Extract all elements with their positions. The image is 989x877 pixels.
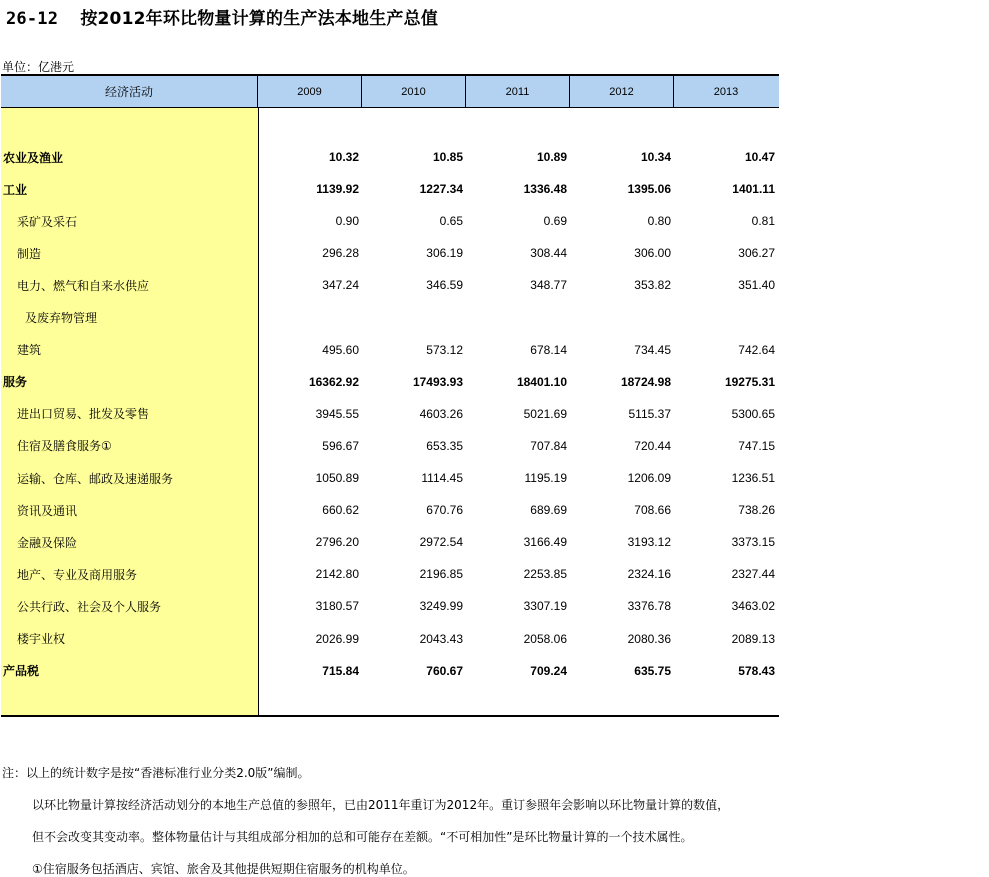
cell-2011: 1195.19 xyxy=(524,471,567,485)
cell-2013: 306.27 xyxy=(738,246,775,261)
table-row xyxy=(1,404,779,424)
row-label: 产品税 xyxy=(3,664,40,679)
cell-2013: 19275.31 xyxy=(724,374,775,389)
cell-2012: 10.34 xyxy=(640,150,671,164)
cell-2013: 747.15 xyxy=(738,438,775,453)
cell-2012: 2080.36 xyxy=(627,631,671,646)
cell-2009: 347.24 xyxy=(322,278,359,293)
table-row xyxy=(1,179,779,199)
cell-2013: 2327.44 xyxy=(731,567,775,582)
cell-2010: 17493.93 xyxy=(412,374,463,389)
cell-2013: 10.47 xyxy=(744,150,775,164)
cell-2011: 0.69 xyxy=(543,214,567,229)
data-table xyxy=(1,74,779,717)
cell-2009: 1050.89 xyxy=(315,471,359,485)
cell-2010: 2196.85 xyxy=(419,567,463,582)
cell-2013: 5300.65 xyxy=(731,406,775,421)
table-row xyxy=(1,372,779,392)
cell-2012: 18724.98 xyxy=(620,374,671,389)
table-row xyxy=(1,629,779,649)
header-year: 2012 xyxy=(570,76,674,107)
cell-2009: 715.84 xyxy=(322,663,359,678)
cell-2009: 0.90 xyxy=(335,214,359,229)
cell-2010: 10.85 xyxy=(432,150,463,164)
cell-2009: 3180.57 xyxy=(315,599,359,614)
cell-2012: 0.80 xyxy=(647,214,671,229)
cell-2012: 635.75 xyxy=(634,663,671,678)
cell-2011: 709.24 xyxy=(530,663,567,678)
table-row xyxy=(1,147,779,167)
row-label: 建筑 xyxy=(17,343,42,358)
table-code: 26-12 xyxy=(6,9,59,29)
table-row xyxy=(1,275,779,295)
header-activity: 经济活动 xyxy=(1,76,258,107)
cell-2010: 760.67 xyxy=(426,663,463,678)
cell-2011: 2253.85 xyxy=(523,567,567,582)
table-row xyxy=(1,532,779,552)
cell-2010: 0.65 xyxy=(439,214,463,229)
table-row xyxy=(1,661,779,681)
cell-2010: 2043.43 xyxy=(419,631,463,646)
table-bottom-border xyxy=(1,715,779,717)
page-title xyxy=(6,4,438,29)
cell-2010: 573.12 xyxy=(426,342,463,357)
cell-2013: 738.26 xyxy=(738,503,775,518)
cell-2011: 689.69 xyxy=(530,503,567,518)
note-line: ①住宿服务包括酒店、宾馆、旅舍及其他提供短期住宿服务的机构单位。 xyxy=(32,862,415,876)
cell-2009: 2142.80 xyxy=(315,567,359,582)
cell-2010: 4603.26 xyxy=(419,406,463,421)
header-year: 2013 xyxy=(713,85,739,98)
row-label: 工业 xyxy=(3,182,28,197)
note-line: 以环比物量计算按经济活动划分的本地生产总值的参照年，已由2011年重订为2012年。重订参照年会影响以环比物量计算的数值， xyxy=(32,798,730,812)
cell-2011: 1336.48 xyxy=(523,182,567,197)
table-row xyxy=(1,500,779,520)
cell-2010: 653.35 xyxy=(426,438,463,453)
row-label: 金融及保险 xyxy=(17,535,78,550)
cell-2009: 296.28 xyxy=(322,246,359,261)
cell-2010: 2972.54 xyxy=(419,535,463,550)
cell-2009: 1139.92 xyxy=(316,182,359,197)
cell-2009: 596.67 xyxy=(322,438,359,453)
cell-2009: 2026.99 xyxy=(315,631,359,646)
cell-2011: 678.14 xyxy=(530,342,567,357)
cell-2013: 2089.13 xyxy=(731,631,775,646)
cell-2010: 1114.45 xyxy=(421,471,463,485)
row-label: 地产、专业及商用服务 xyxy=(17,567,138,582)
cell-2013: 578.43 xyxy=(738,663,775,678)
table-row xyxy=(1,468,779,488)
cell-2011: 2058.06 xyxy=(523,631,567,646)
cell-2013: 1401.11 xyxy=(732,182,775,197)
table-row xyxy=(1,564,779,584)
cell-2011: 5021.69 xyxy=(523,406,567,421)
table-row xyxy=(1,211,779,231)
cell-2011: 308.44 xyxy=(530,246,567,261)
cell-2012: 5115.37 xyxy=(628,406,671,421)
table-header xyxy=(1,74,779,108)
table-row xyxy=(1,436,779,456)
row-label: 农业及渔业 xyxy=(3,150,64,165)
cell-2009: 660.62 xyxy=(322,503,359,518)
cell-2012: 3376.78 xyxy=(627,599,671,614)
header-year: 2011 xyxy=(466,76,570,107)
note-line: 注：以上的统计数字是按“香港标准行业分类2.0版”编制。 xyxy=(2,766,310,780)
cell-2012: 3193.12 xyxy=(627,535,671,550)
header-year: 2009 xyxy=(258,76,362,107)
cell-2012: 720.44 xyxy=(634,438,671,453)
cell-2012: 734.45 xyxy=(634,342,671,357)
cell-2010: 3249.99 xyxy=(419,599,463,614)
unit-label: 单位：亿港元 xyxy=(2,60,75,74)
cell-2011: 10.89 xyxy=(536,150,567,164)
table-title: 按2012年环比物量计算的生产法本地生产总值 xyxy=(80,9,439,29)
cell-2012: 306.00 xyxy=(634,246,671,261)
table-row xyxy=(1,243,779,263)
cell-2010: 670.76 xyxy=(426,503,463,518)
cell-2012: 1395.06 xyxy=(627,182,671,197)
row-label: 公共行政、社会及个人服务 xyxy=(17,599,162,614)
row-label: 电力、燃气和自来水供应 xyxy=(17,278,150,293)
table-row xyxy=(1,596,779,616)
cell-2011: 348.77 xyxy=(530,278,567,293)
cell-2013: 3463.02 xyxy=(731,599,775,614)
row-label: 资讯及通讯 xyxy=(17,503,78,518)
cell-2013: 742.64 xyxy=(738,342,775,357)
row-label: 及废弃物管理 xyxy=(25,311,98,325)
cell-2013: 1236.51 xyxy=(731,471,775,485)
cell-2010: 346.59 xyxy=(426,278,463,293)
cell-2012: 353.82 xyxy=(634,278,671,293)
cell-2009: 2796.20 xyxy=(315,535,359,550)
cell-2012: 2324.16 xyxy=(627,567,671,582)
cell-2011: 707.84 xyxy=(530,438,567,453)
cell-2011: 3166.49 xyxy=(523,535,567,550)
cell-2010: 306.19 xyxy=(426,246,463,261)
cell-2011: 18401.10 xyxy=(516,374,567,389)
row-label: 住宿及膳食服务① xyxy=(17,439,112,454)
table-row xyxy=(1,340,779,360)
cell-2009: 3945.55 xyxy=(315,406,359,421)
cell-2009: 16362.92 xyxy=(308,374,359,389)
row-label: 采矿及采石 xyxy=(17,214,78,229)
row-label: 运输、仓库、邮政及速递服务 xyxy=(17,471,174,486)
row-label: 服务 xyxy=(3,375,28,390)
table-row xyxy=(1,308,779,328)
row-label: 进出口贸易、批发及零售 xyxy=(17,407,150,422)
cell-2012: 708.66 xyxy=(634,503,671,518)
header-year: 2010 xyxy=(362,76,466,107)
cell-2009: 495.60 xyxy=(322,342,359,357)
cell-2009: 10.32 xyxy=(328,150,359,164)
cell-2013: 3373.15 xyxy=(731,535,775,550)
cell-2012: 1206.09 xyxy=(627,471,671,485)
row-label: 制造 xyxy=(17,246,42,261)
note-line: 但不会改变其变动率。整体物量估计与其组成部分相加的总和可能存在差额。“不可相加性”是环比物量计算的一个技术属性。 xyxy=(32,830,693,844)
cell-2011: 3307.19 xyxy=(523,599,567,614)
cell-2010: 1227.34 xyxy=(419,182,463,197)
cell-2013: 0.81 xyxy=(751,214,775,229)
row-label: 楼宇业权 xyxy=(17,632,66,646)
cell-2013: 351.40 xyxy=(738,278,775,293)
